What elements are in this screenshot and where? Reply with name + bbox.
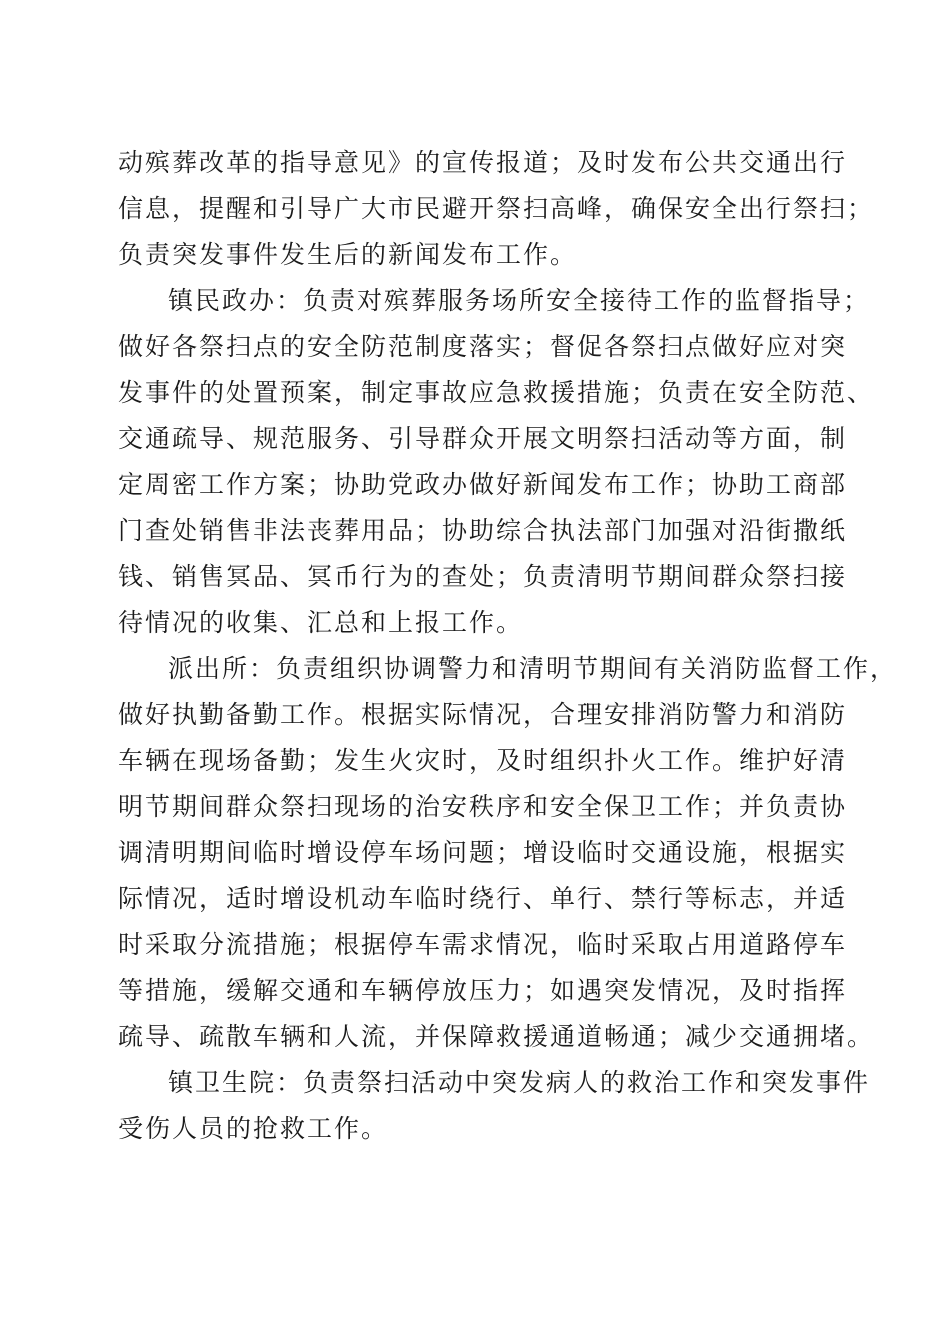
paragraph-police	[118, 646, 898, 1060]
text-line: 派出所：负责组织协调警力和清明节期间有关消防监督工作，	[168, 654, 898, 683]
text-line: 时采取分流措施；根据停车需求情况，临时采取占用道路停车	[118, 930, 848, 959]
text-line: 动殡葬改革的指导意见》的宣传报道；及时发布公共交通出行	[118, 148, 848, 177]
paragraph-civil-affairs	[118, 278, 875, 646]
text-line: 等措施，缓解交通和车辆停放压力；如遇突发情况，及时指挥	[118, 976, 848, 1005]
paragraph-publicity	[118, 140, 875, 278]
text-line: 负责突发事件发生后的新闻发布工作。	[118, 240, 578, 269]
document-body	[118, 140, 898, 1152]
text-line: 受伤人员的抢救工作。	[118, 1114, 389, 1143]
text-line: 疏导、疏散车辆和人流，并保障救援通道畅通；减少交通拥堵。	[118, 1022, 875, 1051]
paragraph-health	[118, 1060, 871, 1152]
text-line: 镇卫生院：负责祭扫活动中突发病人的救治工作和突发事件	[168, 1068, 871, 1097]
text-line: 信息，提醒和引导广大市民避开祭扫高峰，确保安全出行祭扫；	[118, 194, 875, 223]
text-line: 明节期间群众祭扫现场的治安秩序和安全保卫工作；并负责协	[118, 792, 848, 821]
text-line: 交通疏导、规范服务、引导群众开展文明祭扫活动等方面，制	[118, 424, 848, 453]
text-line: 发事件的处置预案，制定事故应急救援措施；负责在安全防范、	[118, 378, 875, 407]
text-line: 钱、销售冥品、冥币行为的查处；负责清明节期间群众祭扫接	[118, 562, 848, 591]
text-line: 定周密工作方案；协助党政办做好新闻发布工作；协助工商部	[118, 470, 848, 499]
text-line: 门查处销售非法丧葬用品；协助综合执法部门加强对沿街撒纸	[118, 516, 848, 545]
text-line: 做好各祭扫点的安全防范制度落实；督促各祭扫点做好应对突	[118, 332, 848, 361]
text-line: 镇民政办：负责对殡葬服务场所安全接待工作的监督指导；	[168, 286, 871, 315]
text-line: 调清明期间临时增设停车场问题；增设临时交通设施，根据实	[118, 838, 848, 867]
text-line: 做好执勤备勤工作。根据实际情况，合理安排消防警力和消防	[118, 700, 848, 729]
text-line: 际情况，适时增设机动车临时绕行、单行、禁行等标志，并适	[118, 884, 848, 913]
text-line: 车辆在现场备勤；发生火灾时，及时组织扑火工作。维护好清	[118, 746, 848, 775]
text-line: 待情况的收集、汇总和上报工作。	[118, 608, 524, 637]
